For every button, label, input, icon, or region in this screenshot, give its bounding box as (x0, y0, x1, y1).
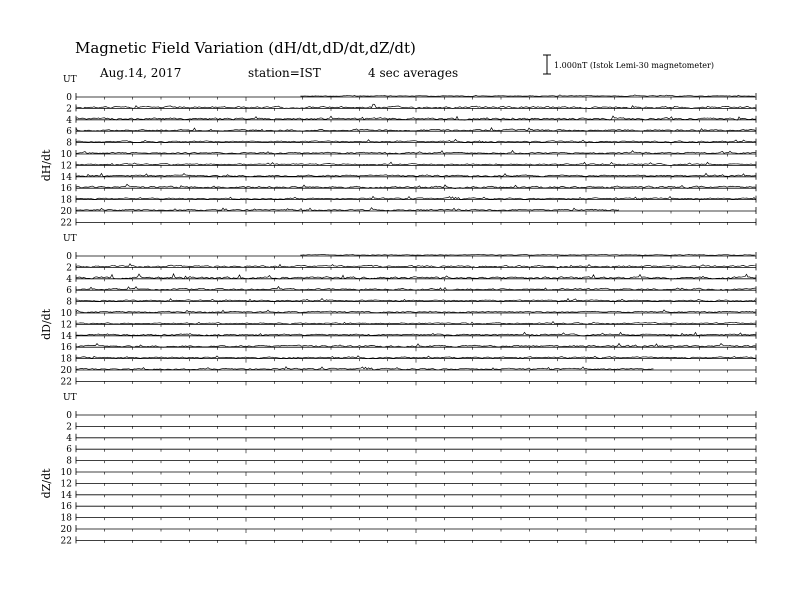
row-hour-label: 20 (60, 525, 72, 535)
row-trace (76, 162, 756, 165)
row-hour-label: 6 (66, 445, 72, 456)
row-dz-dt-22 (61, 536, 756, 546)
row-dz-dt-18 (61, 514, 756, 524)
row-hour-label: 8 (66, 138, 72, 149)
row-trace (76, 322, 756, 325)
row-dz-dt-2 (66, 422, 756, 432)
row-hour-label: 14 (60, 490, 72, 501)
row-trace (76, 343, 756, 347)
row-trace (76, 208, 619, 211)
row-dz-dt-16 (61, 502, 756, 512)
row-dz-dt-10 (61, 468, 756, 478)
row-hour-label: 2 (66, 104, 72, 115)
row-hour-label: 4 (66, 433, 72, 444)
scale-bar-label: 1.000nT (Istok Lemi-30 magnetometer) (554, 61, 714, 70)
row-dh-dt-22 (61, 218, 756, 228)
row-hour-label: 16 (60, 184, 72, 195)
row-dh-dt-6 (66, 127, 756, 137)
row-trace (76, 264, 756, 268)
row-hour-label: 22 (60, 377, 72, 388)
row-dd-dt-20 (61, 366, 756, 376)
chart-title: Magnetic Field Variation (dH/dt,dD/dt,dZ/dt) (75, 39, 416, 57)
row-hour-label: 6 (66, 127, 72, 138)
row-hour-label: 8 (66, 456, 72, 467)
row-hour-label: 16 (60, 343, 72, 354)
row-hour-label: 22 (60, 536, 72, 547)
row-dd-dt-12 (61, 320, 756, 330)
row-dh-dt-4 (66, 116, 756, 126)
panel-dz-dt (40, 393, 756, 546)
row-trace (76, 287, 756, 291)
row-dz-dt-8 (66, 457, 756, 467)
row-hour-label: 0 (66, 93, 72, 103)
row-dd-dt-18 (61, 355, 756, 365)
ut-header: UT (63, 75, 77, 85)
panel-axis-label: dH/dt (40, 149, 53, 182)
row-dz-dt-12 (61, 479, 756, 489)
row-hour-label: 18 (60, 354, 72, 365)
row-dh-dt-14 (61, 173, 756, 183)
row-hour-label: 6 (66, 286, 72, 297)
row-trace (76, 139, 756, 142)
row-trace (76, 299, 756, 302)
row-hour-label: 2 (66, 422, 72, 433)
row-dh-dt-12 (61, 161, 756, 171)
row-dd-dt-4 (66, 274, 756, 285)
row-dh-dt-20 (61, 207, 756, 217)
row-dz-dt-0 (66, 411, 756, 421)
row-hour-label: 18 (60, 513, 72, 524)
row-dh-dt-10 (61, 150, 756, 160)
row-hour-label: 18 (60, 195, 72, 206)
row-dz-dt-14 (61, 491, 756, 501)
row-dz-dt-20 (61, 525, 756, 535)
row-hour-label: 20 (60, 366, 72, 376)
row-trace (76, 196, 756, 199)
row-dd-dt-10 (61, 309, 756, 319)
row-hour-label: 20 (60, 207, 72, 217)
row-hour-label: 2 (66, 263, 72, 274)
row-trace (76, 310, 756, 313)
row-hour-label: 8 (66, 297, 72, 308)
row-dh-dt-16 (61, 184, 756, 194)
row-trace (300, 95, 755, 97)
row-trace (76, 274, 756, 279)
row-dd-dt-14 (61, 332, 756, 342)
date-label: Aug.14, 2017 (100, 66, 182, 80)
row-hour-label: 12 (60, 161, 72, 172)
row-hour-label: 10 (60, 150, 72, 160)
row-dh-dt-18 (61, 196, 756, 206)
row-dd-dt-22 (61, 377, 756, 387)
averaging-label: 4 sec averages (368, 66, 459, 80)
row-dd-dt-0 (66, 252, 756, 262)
row-trace (76, 104, 756, 108)
ut-header: UT (63, 393, 77, 403)
row-dd-dt-16 (61, 343, 756, 353)
row-dh-dt-8 (66, 139, 756, 149)
row-hour-label: 0 (66, 411, 72, 421)
row-hour-label: 10 (60, 309, 72, 319)
row-hour-label: 0 (66, 252, 72, 262)
row-hour-label: 22 (60, 218, 72, 229)
row-hour-label: 12 (60, 320, 72, 331)
row-hour-label: 16 (60, 502, 72, 513)
row-trace (76, 128, 756, 132)
row-trace (76, 173, 756, 176)
row-dd-dt-6 (66, 286, 756, 296)
row-dd-dt-2 (66, 263, 756, 273)
row-hour-label: 14 (60, 172, 72, 183)
row-trace (300, 254, 755, 255)
row-hour-label: 4 (66, 115, 72, 126)
row-dh-dt-0 (66, 93, 756, 103)
row-hour-label: 14 (60, 331, 72, 342)
ut-header: UT (63, 234, 77, 244)
row-trace (76, 367, 654, 370)
panels-group (40, 75, 756, 546)
row-dz-dt-4 (66, 434, 756, 444)
panel-dh-dt (40, 75, 756, 228)
panel-dd-dt (40, 234, 756, 387)
row-hour-label: 10 (60, 468, 72, 478)
row-hour-label: 4 (66, 274, 72, 285)
panel-axis-label: dD/dt (40, 308, 53, 340)
panel-axis-label: dZ/dt (40, 468, 53, 499)
row-dz-dt-6 (66, 445, 756, 455)
row-trace (76, 150, 756, 153)
station-label: station=IST (248, 66, 321, 80)
row-hour-label: 12 (60, 479, 72, 490)
row-dh-dt-2 (66, 104, 756, 114)
scale-bar (543, 55, 714, 74)
row-dd-dt-8 (66, 298, 756, 308)
